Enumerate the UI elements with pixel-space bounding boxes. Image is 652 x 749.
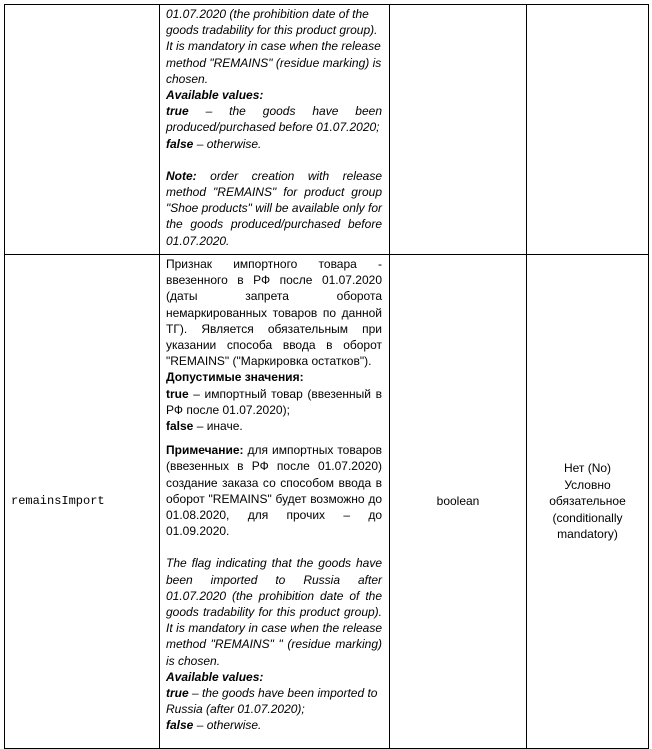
en-false-value-key: false <box>166 718 194 733</box>
note-text: order creation with release method "REMAINS" for product group "Shoe products" will be available only for the goods produced/purchased before 01.07.2020. <box>166 168 382 248</box>
type-cell <box>390 5 527 255</box>
ru-true-value-text: – импортный товар (ввезенный в РФ после 01.07.2020); <box>166 386 382 417</box>
required-cell <box>527 255 649 749</box>
ru-false-value-text: – иначе. <box>193 419 243 434</box>
required-line: Нет (No) <box>563 461 612 476</box>
description-cell <box>160 255 390 749</box>
ru-available-values-heading: Допустимые значения: <box>166 370 304 385</box>
ru-true-value-key: true <box>166 386 189 401</box>
field-name-cell <box>5 255 160 749</box>
ru-note-text: для импортных товаров (ввезенных в РФ после 01.07.2020) создание заказа со способом ввода в оборот "REMAINS" будет возможно до 01.08.2020, для прочих – до 01.09.2020. <box>166 443 382 539</box>
table-row <box>5 255 649 749</box>
required-cell <box>527 5 649 255</box>
ru-false-value-key: false <box>166 419 194 434</box>
available-values-heading: Available values: <box>166 88 264 103</box>
type-cell <box>390 255 527 749</box>
field-name-cell <box>5 5 160 255</box>
false-value-text: – otherwise. <box>193 136 262 151</box>
en-true-value-text: – the goods have been imported to Russia (after 01.07.2020); <box>166 686 378 717</box>
field-name: remainsImport <box>11 494 105 509</box>
note-label: Note: <box>166 168 197 183</box>
ru-description: Признак импортного товара - ввезенного в РФ после 01.07.2020 (даты запрета оборота немаркированных товаров по данной ТГ). Является обязательным при указании способа ввода в оборот "REMAINS" ("Маркировка остатков"). <box>166 257 382 369</box>
required-line: обязательное <box>549 494 626 509</box>
true-value-key: true <box>166 104 189 119</box>
description-line: chosen. <box>166 71 209 86</box>
description-line: 01.07.2020 (the prohibition date of the <box>166 7 369 21</box>
required-line: Условно <box>564 477 611 492</box>
en-available-values-heading: Available values: <box>166 669 264 684</box>
ru-note-label: Примечание: <box>166 443 244 458</box>
description-line: It is mandatory in case when the release <box>166 39 381 54</box>
en-false-value-text: – otherwise. <box>193 718 262 733</box>
description-line: goods tradability for this product group). <box>166 23 378 38</box>
description-cell <box>160 5 390 255</box>
false-value-key: false <box>166 136 194 151</box>
type-value: boolean <box>436 494 480 509</box>
required-line: (conditionally <box>552 510 623 525</box>
table-row <box>5 5 649 255</box>
description-line: method "REMAINS" (residue marking) is <box>166 55 382 70</box>
en-true-value-key: true <box>166 686 189 701</box>
en-description: The flag indicating that the goods have been imported to Russia after 01.07.2020 (the prohibition date of the goods tradability for this product group). It is mandatory in case when the release method "REMAINS" " (residue marking) is chosen. <box>166 556 382 668</box>
required-line: mandatory) <box>557 527 618 542</box>
true-value-text: – the goods have been produced/purchased before 01.07.2020; <box>166 104 382 135</box>
parameters-table <box>4 4 649 749</box>
